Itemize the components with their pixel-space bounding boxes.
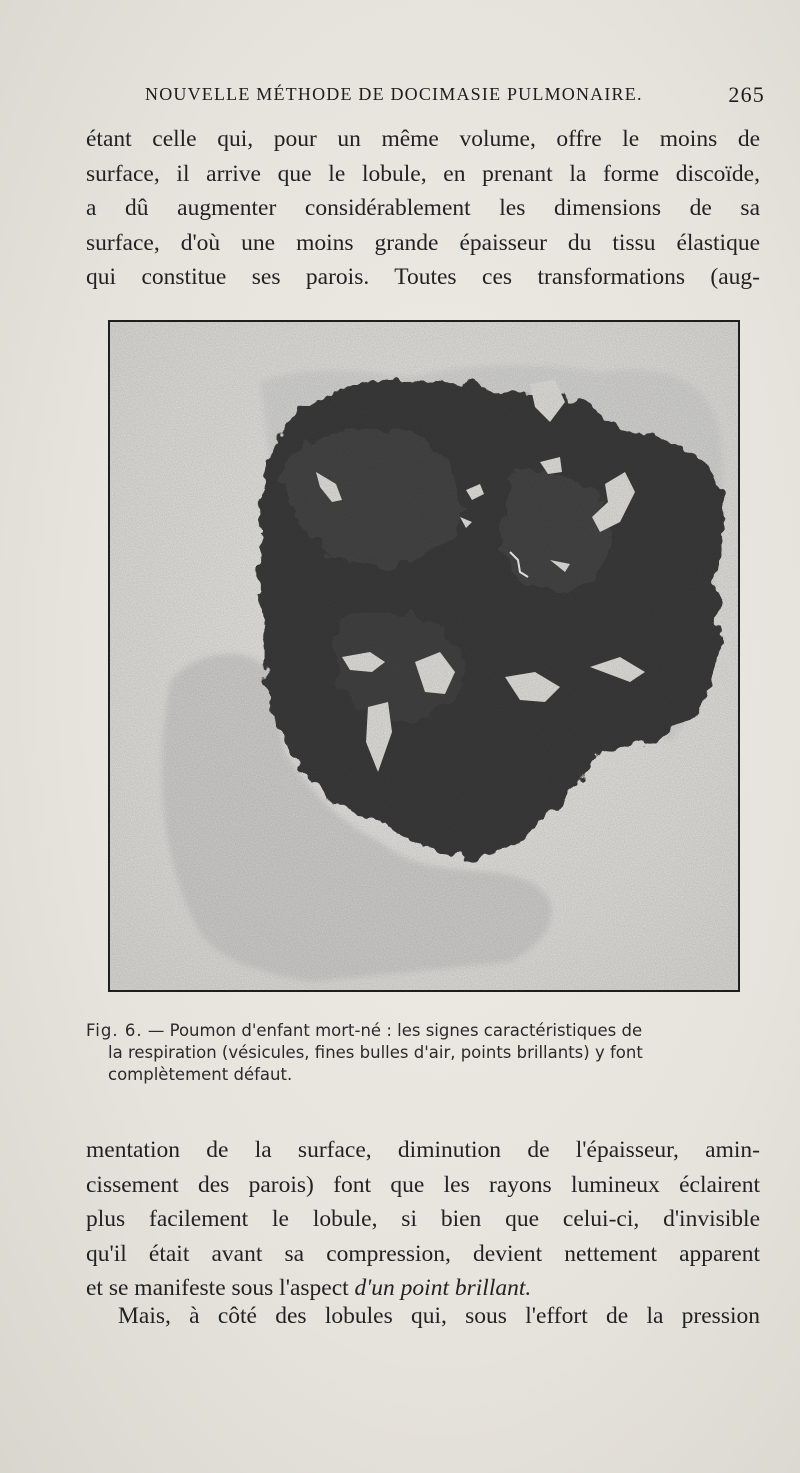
caption-line: complètement défaut. — [108, 1065, 293, 1084]
paragraph-top — [86, 122, 760, 295]
running-title: NOUVELLE MÉTHODE DE DOCIMASIE PULMONAIRE. — [145, 84, 643, 104]
photo-grain — [110, 322, 738, 990]
text-line: qui constitue ses parois. Toutes ces transformations (aug- — [86, 264, 760, 291]
lung-photograph — [110, 322, 738, 990]
page-number: 265 — [728, 82, 765, 107]
text-line: qu'il était avant sa compression, devient nettement apparent — [86, 1240, 760, 1267]
text-line: surface, d'où une moins grande épaisseur du tissu élastique — [86, 229, 760, 256]
caption-line: la respiration (vésicules, fines bulles d'air, points brillants) y font — [108, 1043, 643, 1062]
text-fragment: et se manifeste sous l'aspect — [86, 1275, 355, 1302]
text-line: surface, il arrive que le lobule, en prenant la forme discoïde, — [86, 160, 760, 187]
caption-line: Poumon d'enfant mort-né : les signes caractéristiques de — [169, 1021, 643, 1040]
text-line: Mais, à côté des lobules qui, sous l'effort de la pression — [118, 1303, 760, 1329]
text-line: a dû augmenter considérablement les dimensions de sa — [86, 195, 760, 222]
text-line: étant celle qui, pour un même volume, offre le moins de — [86, 126, 760, 152]
text-line: cissement des parois) font que les rayons lumineux éclairent — [86, 1171, 760, 1198]
italic-phrase: d'un point brillant. — [354, 1275, 532, 1302]
text-line: plus facilement le lobule, si bien que celui-ci, d'invisible — [86, 1206, 760, 1233]
text-line: mentation de la surface, diminution de l'épaisseur, amin- — [86, 1137, 760, 1163]
figure-caption — [86, 1020, 762, 1086]
figure-photograph — [108, 320, 740, 992]
caption-dash: — — [147, 1021, 165, 1040]
figure-label: Fig. 6. — [86, 1021, 143, 1040]
paragraph-next — [86, 1299, 760, 1334]
page-header — [145, 84, 765, 114]
paragraph-bottom — [86, 1133, 760, 1306]
